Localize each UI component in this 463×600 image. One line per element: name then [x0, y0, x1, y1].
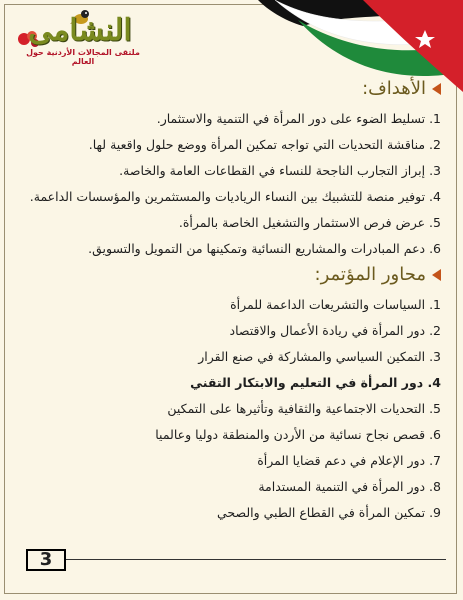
section-arrow-icon: [432, 269, 441, 281]
list-item: 8. دور المرأة في التنمية المستدامة: [258, 479, 441, 494]
list-item: 1. السياسات والتشريعات الداعمة للمرأة: [230, 297, 441, 312]
logo: [10, 13, 150, 66]
list-item: 3. إبراز التجارب الناجحة للنساء في القطاعات العامة والخاصة.: [119, 163, 441, 178]
goals-title: الأهداف:: [362, 78, 426, 99]
list-item: 2. مناقشة التحديات التي تواجه تمكين المرأة ووضع حلول واقعية لها.: [88, 137, 441, 152]
footer-rule: [66, 559, 446, 560]
logo-wordmark: النشامى: [28, 13, 132, 48]
axes-title: محاور المؤتمر:: [314, 264, 426, 285]
axes-heading: [315, 264, 441, 285]
list-item: 3. التمكين السياسي والمشاركة في صنع القرار: [198, 349, 441, 364]
list-item: 4. دور المرأة في التعليم والابتكار التقني: [190, 375, 441, 390]
list-item: 5. التحديات الاجتماعية والثقافية وتأثيرها على التمكين: [167, 401, 441, 416]
list-item: 6. قصص نجاح نسائية من الأردن والمنطقة دوليا وعالميا: [155, 427, 441, 442]
section-arrow-icon: [432, 83, 441, 95]
list-item: 9. تمكين المرأة في القطاع الطبي والصحي: [217, 505, 441, 520]
list-item: 6. دعم المبادرات والمشاريع النسائية وتمكينها من التمويل والتسويق.: [88, 241, 441, 256]
list-item: 1. تسليط الضوء على دور المرأة في التنمية والاستثمار.: [156, 111, 441, 126]
goals-list: [21, 106, 441, 262]
list-item: 4. توفير منصة للتشبيك بين النساء الرياديات والمستثمرين والمؤسسات الداعمة.: [29, 189, 441, 204]
page-number: 3: [26, 549, 66, 571]
list-item: 2. دور المرأة في ريادة الأعمال والاقتصاد: [229, 323, 441, 338]
logo-tagline: ملتقى المجالات الأردنية حول العالم: [26, 48, 140, 66]
axes-list: [21, 292, 441, 526]
goals-heading: [362, 78, 441, 99]
list-item: 7. دور الإعلام في دعم قضايا المرأة: [257, 453, 441, 468]
list-item: 5. عرض فرص الاستثمار والتشغيل الخاصة بالمرأة.: [178, 215, 441, 230]
